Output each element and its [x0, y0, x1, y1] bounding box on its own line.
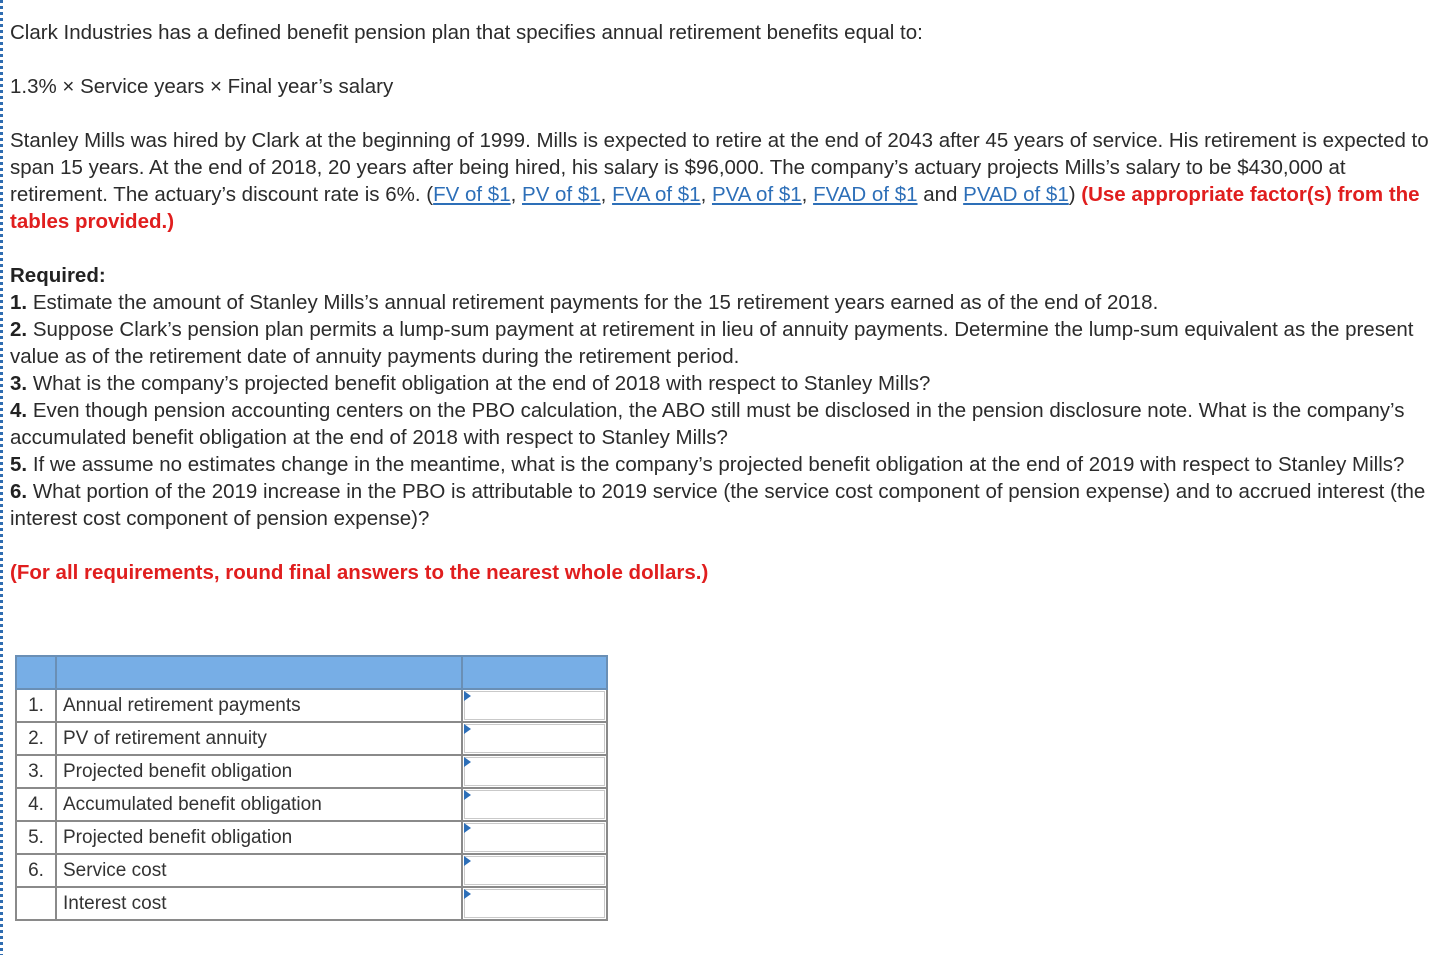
link-pva-of-1[interactable]: PVA of $1 [711, 183, 802, 206]
table-row [16, 854, 607, 887]
and-text: and [923, 183, 958, 206]
input-box[interactable] [464, 823, 605, 852]
use-tables-note: (Use appropriate factor(s) from the tables provided.) [10, 183, 1420, 233]
annual-retirement-payments-input[interactable] [462, 689, 607, 722]
table-header-row [16, 656, 607, 689]
required-num: 6. [10, 480, 28, 503]
input-marker-icon [464, 691, 471, 701]
link-pvad-of-1[interactable]: PVAD of $1 [963, 183, 1069, 206]
required-item-4 [10, 397, 1430, 451]
pv-retirement-annuity-input[interactable] [462, 722, 607, 755]
formula-text: 1.3% × Service years × Final year’s salary [10, 75, 394, 98]
row-number: 6. [16, 854, 56, 887]
input-marker-icon [464, 757, 471, 767]
intro-text: Clark Industries has a defined benefit pension plan that specifies annual retirement benefits equal to: [10, 21, 923, 44]
table-row [16, 821, 607, 854]
header-cell-value [462, 656, 607, 689]
table-row [16, 887, 607, 920]
header-cell-label [56, 656, 462, 689]
row-number: 2. [16, 722, 56, 755]
row-label: Service cost [56, 854, 462, 887]
table-row [16, 722, 607, 755]
row-label: Projected benefit obligation [56, 821, 462, 854]
required-text: If we assume no estimates change in the meantime, what is the company’s projected benefit obligation at the end of 2019 with respect to Stanley Mills? [32, 453, 1405, 476]
left-dotted-border [0, 0, 3, 955]
scenario-paragraph: Stanley Mills was hired by Clark at the beginning of 1999. Mills is expected to retire at the end of 2043 after 45 years of service. His retirement is expected to span 15 years. At the end of 2018, 20 years after being hired, his salary is $96,000. The company’s actuary projects Mills’s salary to be $430,000 at retirement. The actuary’s discount rate is 6%. (FV of $1, PV of $1, FVA of $1, PVA of $1, FVAD of $1 and PVAD of $1) (Use appropriate factor(s) from the tables provided.) [10, 129, 1429, 233]
link-fvad-of-1[interactable]: FVAD of $1 [813, 183, 918, 206]
required-text: What is the company’s projected benefit obligation at the end of 2018 with respect to Stanley Mills? [32, 372, 931, 395]
input-marker-icon [464, 790, 471, 800]
service-cost-input[interactable] [462, 854, 607, 887]
input-marker-icon [464, 856, 471, 866]
input-marker-icon [464, 823, 471, 833]
input-box[interactable] [464, 724, 605, 753]
link-fv-of-1[interactable]: FV of $1 [433, 183, 511, 206]
required-text: Suppose Clark’s pension plan permits a lump-sum payment at retirement in lieu of annuity payments. Determine the lump-sum equivalent as the present value as of the retirement date of annuity payments during the retirement period. [10, 318, 1414, 368]
row-number: 4. [16, 788, 56, 821]
row-label: Interest cost [56, 887, 462, 920]
row-number: 1. [16, 689, 56, 722]
row-label: Accumulated benefit obligation [56, 788, 462, 821]
scenario-text: Stanley Mills was hired by Clark at the beginning of 1999. Mills is expected to retire at the end of 2043 after 45 years of service. His retirement is expected to span 15 years. At the end of 2018, 20 years after being hired, his salary is $96,000. The company’s actuary projects Mills’s salary to be $430,000 at retirement. The actuary’s discount rate is 6%. [10, 129, 1429, 206]
required-text: Estimate the amount of Stanley Mills’s annual retirement payments for the 15 retirement years earned as of the end of 2018. [32, 291, 1159, 314]
interest-cost-input[interactable] [462, 887, 607, 920]
input-marker-icon [464, 889, 471, 899]
required-item-2 [10, 316, 1430, 370]
input-box[interactable] [464, 691, 605, 720]
required-item-3 [10, 370, 1430, 397]
input-box[interactable] [464, 856, 605, 885]
row-number: 5. [16, 821, 56, 854]
required-num: 3. [10, 372, 28, 395]
question-content [10, 19, 1430, 586]
pbo-2019-input[interactable] [462, 821, 607, 854]
table-row [16, 788, 607, 821]
link-fva-of-1[interactable]: FVA of $1 [612, 183, 701, 206]
required-item-5 [10, 451, 1430, 478]
required-text: Even though pension accounting centers on the PBO calculation, the ABO still must be disclosed in the pension disclosure note. What is the company’s accumulated benefit obligation at the end of 2018 with respect to Stanley Mills? [10, 399, 1405, 449]
row-number: 3. [16, 755, 56, 788]
row-label: Projected benefit obligation [56, 755, 462, 788]
required-item-1 [10, 289, 1430, 316]
input-box[interactable] [464, 889, 605, 918]
required-num: 4. [10, 399, 28, 422]
link-pv-of-1[interactable]: PV of $1 [522, 183, 601, 206]
table-row [16, 755, 607, 788]
row-number [16, 887, 56, 920]
row-label: Annual retirement payments [56, 689, 462, 722]
required-text: What portion of the 2019 increase in the PBO is attributable to 2019 service (the service cost component of pension expense) and to accrued interest (the interest cost component of pension expense)? [10, 480, 1426, 530]
header-cell-num [16, 656, 56, 689]
input-marker-icon [464, 724, 471, 734]
required-item-6 [10, 478, 1430, 532]
row-label: PV of retirement annuity [56, 722, 462, 755]
pbo-2018-input[interactable] [462, 755, 607, 788]
table-row [16, 689, 607, 722]
required-num: 1. [10, 291, 28, 314]
input-box[interactable] [464, 757, 605, 786]
required-num: 5. [10, 453, 28, 476]
rounding-note: (For all requirements, round final answers to the nearest whole dollars.) [10, 561, 709, 584]
input-box[interactable] [464, 790, 605, 819]
required-heading: Required: [10, 264, 106, 287]
answer-table [15, 655, 608, 921]
required-section [10, 262, 1430, 532]
required-num: 2. [10, 318, 28, 341]
abo-input[interactable] [462, 788, 607, 821]
